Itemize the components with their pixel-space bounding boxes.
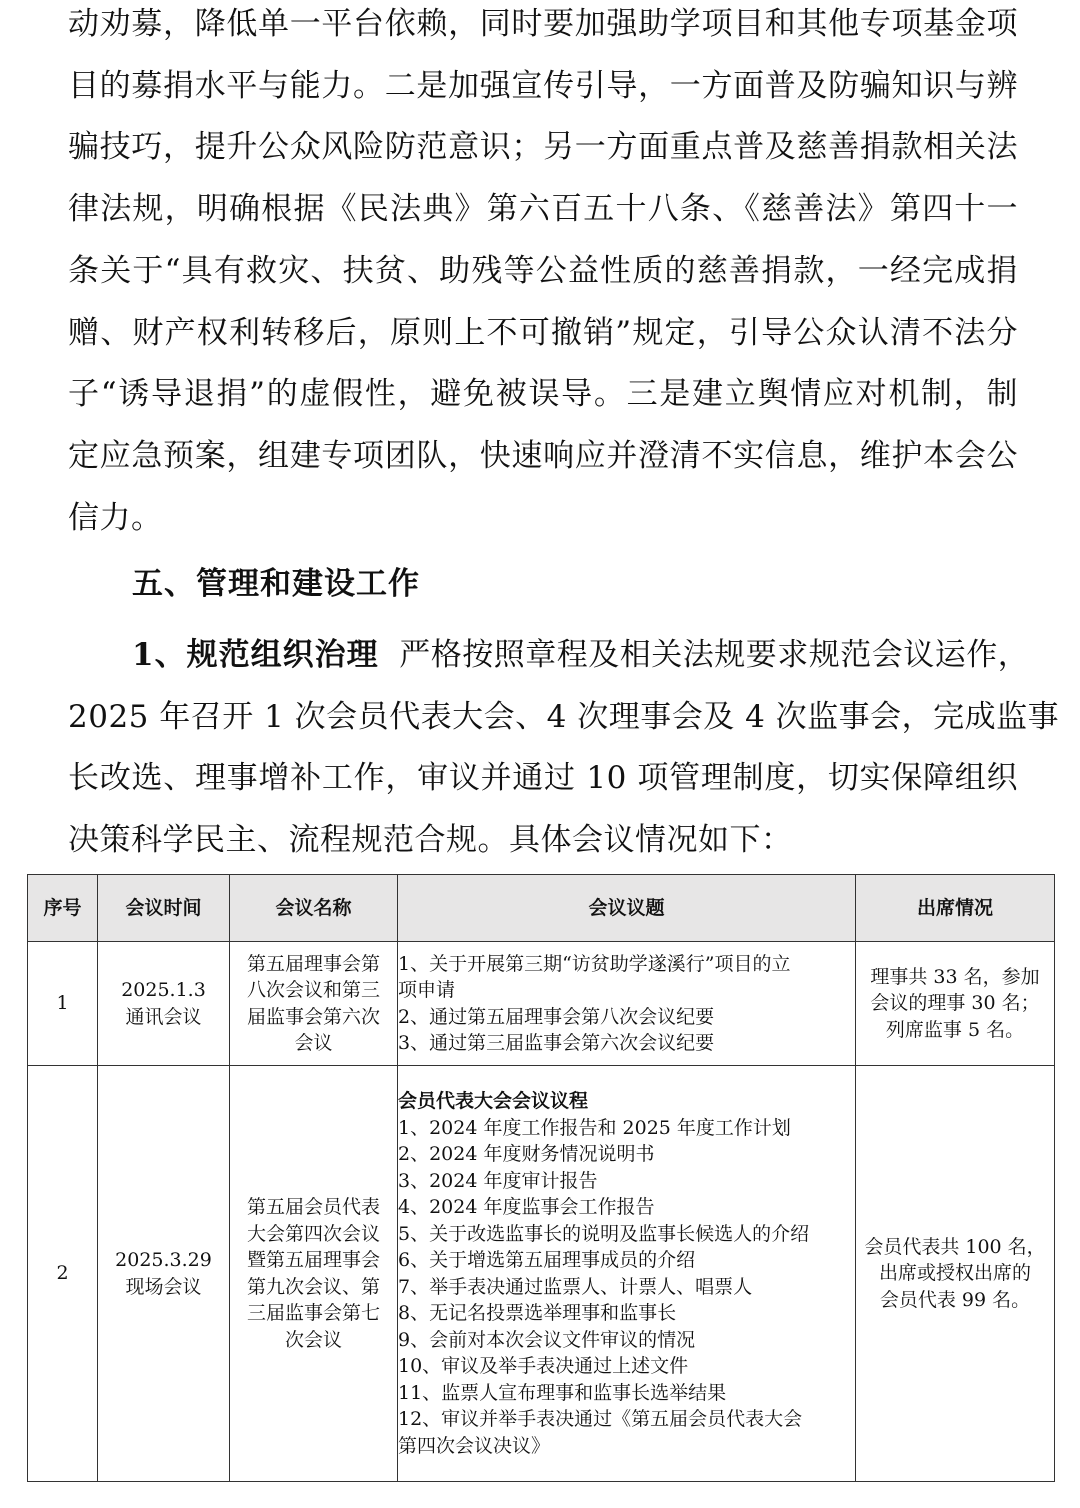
header-topics: 会议议题 (398, 875, 856, 942)
paragraph-line: 条关于“具有救灾、扶贫、助残等公益性质的慈善捐款，一经完成捐 (68, 252, 1018, 289)
meeting-name-line: 三届监事会第七 (246, 1302, 380, 1324)
topic-item: 9、会前对本次会议文件审议的情况 (398, 1328, 696, 1351)
meeting-name-line: 次会议 (284, 1328, 342, 1351)
meeting-name-line: 第五届理事会第 (246, 952, 380, 975)
paragraph-line: 目的募捐水平与能力。二是加强宣传引导，一方面普及防骗知识与辨 (68, 67, 1018, 104)
topic-item: 11、监票人宣布理事和监事长选举结果 (398, 1381, 727, 1404)
table-header-row (28, 875, 1055, 942)
meeting-name-line: 届监事会第六次 (246, 1005, 380, 1028)
paragraph-line: 信力。 (68, 499, 163, 536)
topic-item: 10、审议及举手表决通过上述文件 (398, 1355, 689, 1377)
intro-paragraph (68, 0, 1018, 549)
meeting-mode: 现场会议 (125, 1275, 202, 1298)
paragraph-line: 赠、财产权利转移后，原则上不可撤销”规定，引导公众认清不法分 (68, 314, 1018, 351)
topic-item: 1、关于开展第三期“访贫助学遂溪行”项目的立 (398, 952, 791, 975)
row-topics-cell (398, 942, 856, 1066)
header-attendance: 出席情况 (856, 875, 1055, 942)
row-topics-cell (398, 1066, 856, 1482)
attendance-line: 列席监事 5 名。 (885, 1018, 1025, 1041)
row-attendance-cell (856, 1066, 1055, 1482)
agenda-title: 会员代表大会会议议程 (398, 1090, 589, 1112)
topic-item: 7、举手表决通过监票人、计票人、唱票人 (398, 1275, 753, 1298)
paragraph-line (68, 625, 1030, 687)
subsection-paragraph (68, 625, 1060, 871)
topic-item: 3、2024 年度审计报告 (398, 1169, 598, 1192)
paragraph-line: 决策科学民主、流程规范合规。具体会议情况如下： (68, 821, 793, 858)
meeting-name-line: 大会第四次会议 (246, 1222, 380, 1245)
paragraph-line: 动劝募，降低单一平台依赖，同时要加强助学项目和其他专项基金项 (68, 6, 1018, 42)
meeting-name-line: 第九次会议、第 (246, 1275, 380, 1298)
attendance-line: 会员代表共 100 名， (864, 1235, 1046, 1258)
subsection-lead-text: 严格按照章程及相关法规要求规范会议运作， (399, 637, 1030, 673)
meeting-name-line: 会议 (294, 1032, 333, 1054)
meeting-name-line: 八次会议和第三 (246, 979, 380, 1001)
row-date-cell (98, 1066, 230, 1482)
meeting-name-line: 暨第五届理事会 (246, 1249, 380, 1271)
row-name-cell (230, 942, 398, 1066)
row-index: 2 (28, 1066, 98, 1482)
row-index: 1 (28, 942, 98, 1066)
attendance-line: 会议的理事 30 名； (870, 992, 1040, 1015)
row-date-cell (98, 942, 230, 1066)
topic-item: 8、无记名投票选举理事和监事长 (398, 1302, 677, 1324)
attendance-line: 会员代表 99 名。 (879, 1288, 1031, 1311)
paragraph-line: 2025 年召开 1 次会员代表大会、4 次理事会及 4 次监事会，完成监事 (68, 698, 1060, 735)
attendance-line: 理事共 33 名，参加 (870, 965, 1040, 988)
row-attendance-cell (856, 942, 1055, 1066)
subsection-title: 1、规范组织治理 (132, 637, 379, 673)
paragraph-line: 骗技巧，提升公众风险防范意识；另一方面重点普及慈善捐款相关法 (68, 129, 1018, 166)
topic-item: 2、通过第五届理事会第八次会议纪要 (398, 1005, 715, 1028)
section-heading: 五、管理和建设工作 (132, 566, 420, 602)
header-index: 序号 (28, 875, 98, 942)
topic-item: 项申请 (398, 979, 456, 1001)
paragraph-line: 子“诱导退捐”的虚假性，避免被误导。三是建立舆情应对机制，制 (68, 376, 1018, 413)
meeting-date: 2025.1.3 (121, 979, 206, 1001)
table-row (28, 942, 1055, 1066)
topic-item: 2、2024 年度财务情况说明书 (398, 1143, 655, 1165)
meeting-date: 2025.3.29 (115, 1249, 212, 1271)
paragraph-line: 长改选、理事增补工作，审议并通过 10 项管理制度，切实保障组织 (68, 760, 1018, 796)
topic-item: 1、2024 年度工作报告和 2025 年度工作计划 (398, 1116, 791, 1139)
topic-item: 第四次会议决议》 (398, 1434, 551, 1457)
paragraph-line: 律法规，明确根据《民法典》第六百五十八条、《慈善法》第四十一 (68, 191, 1018, 228)
row-name-cell (230, 1066, 398, 1482)
topic-item: 5、关于改选监事长的说明及监事长候选人的介绍 (398, 1222, 810, 1245)
header-date: 会议时间 (98, 875, 230, 942)
meetings-table (27, 874, 1055, 1482)
topic-item: 4、2024 年度监事会工作报告 (398, 1196, 655, 1218)
topic-item: 6、关于增选第五届理事成员的介绍 (398, 1249, 696, 1271)
meeting-name-line: 第五届会员代表 (246, 1196, 380, 1218)
topic-item: 3、通过第三届监事会第六次会议纪要 (398, 1032, 715, 1054)
meeting-mode: 通讯会议 (125, 1005, 202, 1028)
topic-item: 12、审议并举手表决通过《第五届会员代表大会 (398, 1408, 803, 1430)
header-name: 会议名称 (230, 875, 398, 942)
table-row (28, 1066, 1055, 1482)
attendance-line: 出席或授权出席的 (878, 1262, 1031, 1285)
paragraph-line: 定应急预案，组建专项团队，快速响应并澄清不实信息，维护本会公 (68, 437, 1018, 474)
